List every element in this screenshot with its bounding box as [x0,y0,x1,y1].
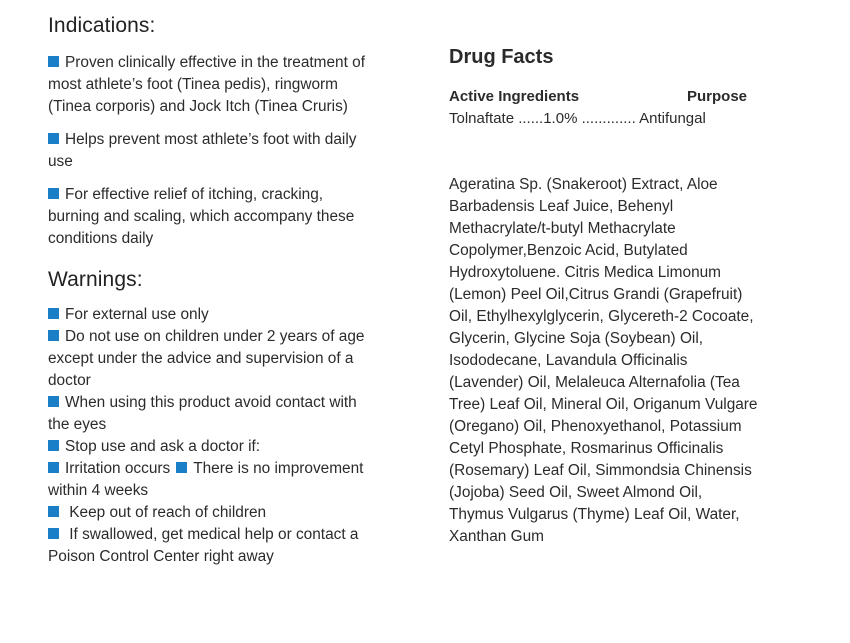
warning-text: Irritation occurs [65,460,171,477]
warning-item [48,326,378,392]
warning-item [48,524,378,568]
warnings-title: Warnings: [48,268,143,291]
active-ingredient-line: Tolnaftate ......1.0% ............. Antifungal [449,110,706,127]
bullet-square-icon [48,528,59,539]
bullet-square-icon [48,56,59,67]
indication-text: Proven clinically effective in the treatment of most athlete’s foot (Tinea pedis), ringworm (Tinea corporis) and Jock Itch (Tinea Cruris) [48,54,365,115]
left-column [48,14,378,568]
bullet-square-icon [48,440,59,451]
inactive-ingredients: Ageratina Sp. (Snakeroot) Extract, Aloe Barbadensis Leaf Juice, Behenyl Methacrylate/t-butyl Methacrylate Copolymer,Benzoic Acid, Butylated Hydroxytoluene. Citris Medica Limonum (Lemon) Peel Oil,Citrus Grandi (Grapefruit) Oil, Ethylhexylglycerin, Glycereth-2 Cocoate, Glycerin, Glycine Soja (Soybean) Oil, Isododecane, Lavandula Officinalis (Lavender) Oil, Melaleuca Alternafolia (Tea Tree) Leaf Oil, Mineral Oil, Origanum Vulgare (Oregano) Oil, Phenoxyethanol, Potassium Cetyl Phosphate, Rosmarinus Officinalis (Rosemary) Leaf Oil, Simmondsia Chinensis (Jojoba) Seed Oil, Sweet Almond Oil, Thymus Vulgarus (Thyme) Leaf Oil, Water, Xanthan Gum [449,176,758,545]
bullet-square-icon [48,188,59,199]
bullet-square-icon [48,133,59,144]
warning-text: Keep out of reach of children [69,504,267,521]
bullet-square-icon [48,506,59,517]
indication-item [48,52,378,118]
purpose-header: Purpose [686,88,747,105]
bullet-square-icon [176,462,187,473]
warning-item [48,502,378,524]
indications-title: Indications: [48,14,156,37]
warning-item [48,436,378,458]
indication-item [48,129,378,173]
drug-facts-column [449,46,769,548]
warning-text: If swallowed, get medical help or contact a Poison Control Center right away [48,526,359,565]
indication-item [48,184,378,250]
warning-text: Do not use on children under 2 years of age except under the advice and supervision of a doctor [48,328,365,389]
warning-text: Stop use and ask a doctor if: [65,438,261,455]
bullet-square-icon [48,396,59,407]
bullet-square-icon [48,330,59,341]
bullet-square-icon [48,308,59,319]
bullet-square-icon [48,462,59,473]
warning-text: There is no improvement within 4 weeks [48,460,364,499]
warning-text: When using this product avoid contact with the eyes [48,394,357,433]
warning-item [48,304,378,326]
warning-item [48,458,378,502]
warning-text: For external use only [65,306,209,323]
indication-text: Helps prevent most athlete’s foot with daily use [48,131,357,170]
warning-item [48,392,378,436]
drug-facts-title: Drug Facts [449,46,554,68]
indication-text: For effective relief of itching, cracking, burning and scaling, which accompany these conditions daily [48,186,355,247]
active-ingredients-header: Active Ingredients [449,88,580,105]
active-ingredients-header-row [449,86,747,108]
